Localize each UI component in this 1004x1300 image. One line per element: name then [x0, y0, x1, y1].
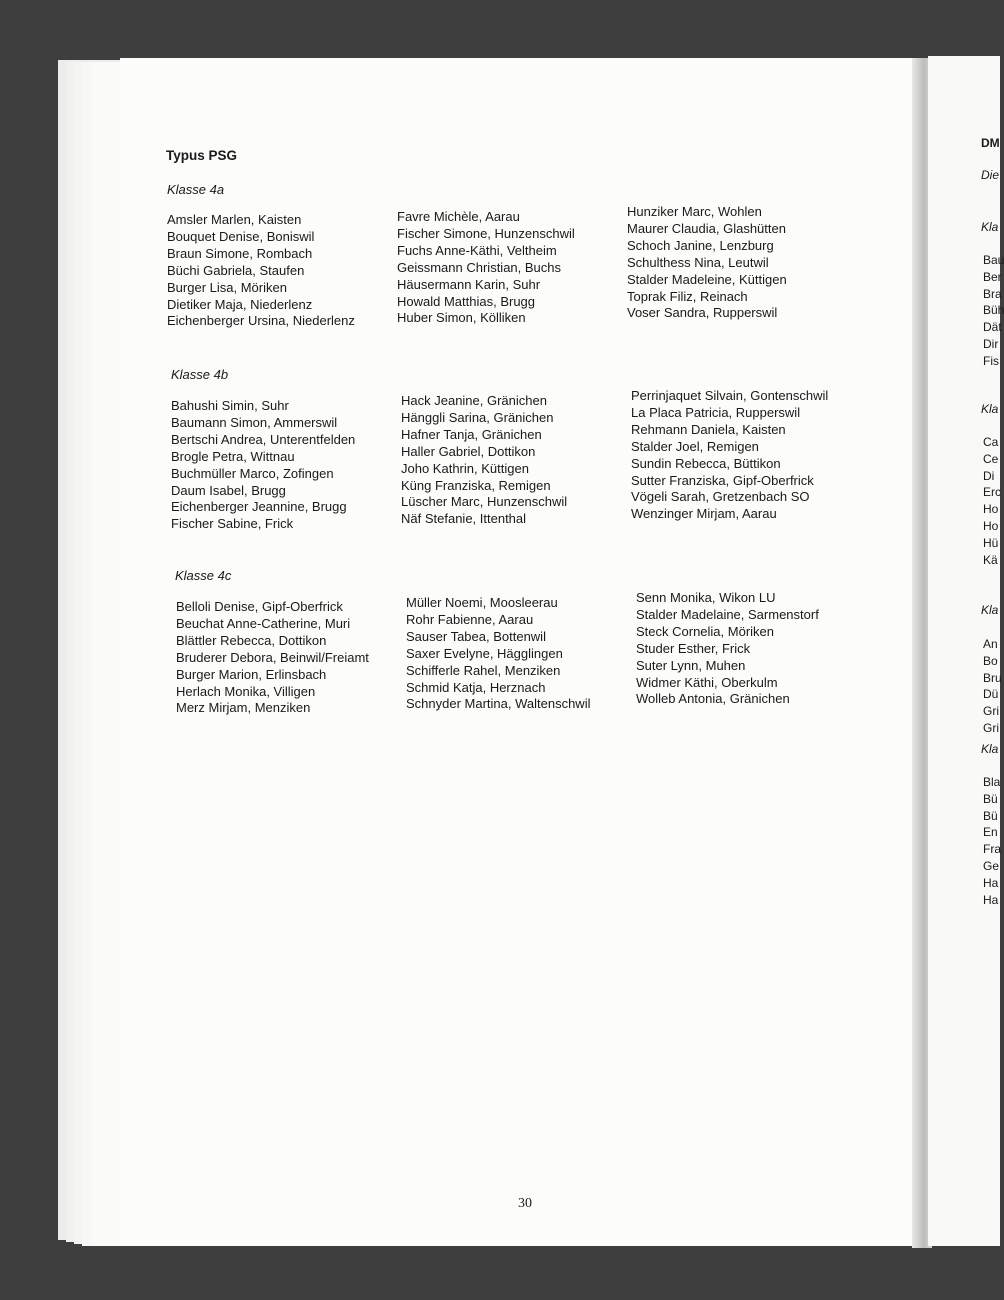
list-item: Schulthess Nina, Leutwil: [627, 254, 769, 270]
list-item: Erc: [983, 485, 1001, 500]
list-item: Daum Isabel, Brugg: [171, 482, 286, 498]
list-item: Maurer Claudia, Glashütten: [627, 220, 786, 236]
right-page-group-label: Kla: [981, 402, 999, 416]
page-number: 30: [518, 1196, 532, 1211]
list-item: Häusermann Karin, Suhr: [397, 276, 541, 292]
list-item: Wolleb Antonia, Gränichen: [636, 691, 790, 707]
list-item: Stalder Joel, Remigen: [631, 438, 759, 454]
list-item: Huber Simon, Kölliken: [397, 310, 526, 326]
list-item: Burger Marion, Erlinsbach: [176, 666, 327, 682]
list-item: Hafner Tanja, Gränichen: [401, 426, 542, 442]
list-item: Brogle Petra, Wittnau: [171, 448, 295, 464]
list-item: Vögeli Sarah, Gretzenbach SO: [631, 489, 810, 505]
list-item: Ge: [983, 858, 1000, 873]
list-item: Baumann Simon, Ammerswil: [171, 414, 338, 430]
list-item: Dir: [983, 336, 999, 351]
list-item: Ha: [983, 875, 999, 890]
list-item: Dät: [983, 320, 1002, 335]
right-page-lines: [983, 434, 1001, 568]
name-column: [636, 590, 819, 708]
list-item: Buchmüller Marco, Zofingen: [171, 465, 334, 481]
list-item: Bü: [983, 791, 998, 806]
list-item: Hack Jeanine, Gränichen: [401, 393, 547, 408]
list-item: Hänggli Sarina, Gränichen: [401, 409, 554, 425]
list-item: Voser Sandra, Rupperswil: [627, 305, 778, 321]
list-item: Howald Matthias, Brugg: [397, 293, 536, 309]
right-page-group-label: Kla: [981, 603, 999, 617]
list-item: Rohr Fabienne, Aarau: [406, 611, 534, 627]
list-item: Perrinjaquet Silvain, Gontenschwil: [631, 388, 829, 403]
list-item: Sauser Tabea, Bottenwil: [406, 628, 546, 644]
name-column: [176, 599, 369, 717]
class-label-4c: Klasse 4c: [175, 568, 232, 583]
list-item: Fischer Simone, Hunzenschwil: [397, 225, 575, 241]
class-label-4a: Klasse 4a: [167, 182, 225, 197]
right-page-lines: [983, 636, 1002, 737]
name-column: [167, 212, 355, 330]
list-item: Dü: [983, 687, 999, 702]
list-item: Eichenberger Jeannine, Brugg: [171, 499, 347, 515]
list-item: Belloli Denise, Gipf-Oberfrick: [176, 599, 343, 614]
list-item: Fischer Sabine, Frick: [171, 516, 294, 532]
list-item: Senn Monika, Wikon LU: [636, 590, 776, 605]
list-item: Bruderer Debora, Beinwil/Freiamt: [176, 649, 369, 665]
list-item: Eichenberger Ursina, Niederlenz: [167, 313, 355, 329]
list-item: Bertschi Andrea, Unterentfelden: [171, 431, 356, 447]
list-item: Schifferle Rahel, Menziken: [406, 662, 561, 678]
list-item: Favre Michèle, Aarau: [397, 209, 520, 224]
list-item: Bla: [983, 775, 1001, 789]
list-item: Näf Stefanie, Ittenthal: [401, 511, 527, 527]
list-item: An: [983, 637, 998, 651]
list-item: Stalder Madeleine, Küttigen: [627, 271, 787, 287]
list-item: Toprak Filiz, Reinach: [627, 288, 748, 304]
list-item: Hü: [983, 535, 999, 550]
list-item: Beuchat Anne-Catherine, Muri: [176, 615, 351, 631]
list-item: Hunziker Marc, Wohlen: [627, 204, 762, 219]
list-item: Suter Lynn, Muhen: [636, 657, 746, 673]
list-item: Ce: [983, 451, 999, 466]
list-item: Ho: [983, 502, 999, 517]
list-item: Fra: [983, 842, 1001, 857]
name-column: [397, 209, 575, 327]
list-item: Dietiker Maja, Niederlenz: [167, 296, 313, 312]
list-item: Gri: [983, 720, 999, 735]
list-item: Saxer Evelyne, Hägglingen: [406, 645, 563, 661]
list-item: Bru: [983, 670, 1002, 685]
list-item: Geissmann Christian, Buchs: [397, 259, 562, 275]
list-item: Schoch Janine, Lenzburg: [627, 237, 774, 253]
list-item: Ca: [983, 435, 999, 449]
list-item: Stalder Madelaine, Sarmenstorf: [636, 606, 819, 622]
name-column: [627, 204, 787, 322]
class-label-4b: Klasse 4b: [171, 367, 229, 382]
list-item: Küng Franziska, Remigen: [401, 477, 551, 493]
list-item: Ho: [983, 518, 999, 533]
list-item: Lüscher Marc, Hunzenschwil: [401, 494, 568, 510]
list-item: Di: [983, 468, 995, 483]
list-item: Büh: [983, 303, 1004, 318]
name-column: [631, 388, 828, 523]
list-item: Ber: [983, 269, 1002, 284]
list-item: Fuchs Anne-Käthi, Veltheim: [397, 242, 557, 258]
right-page-group-label: Kla: [981, 220, 999, 234]
list-item: Schnyder Martina, Waltenschwil: [406, 696, 591, 712]
right-page-lines: [983, 774, 1001, 908]
list-item: Joho Kathrin, Küttigen: [401, 460, 529, 476]
list-item: Widmer Käthi, Oberkulm: [636, 674, 778, 690]
list-item: Ha: [983, 892, 999, 907]
right-page-subtitle: Die: [981, 168, 1000, 182]
list-item: Burger Lisa, Möriken: [167, 279, 287, 295]
left-page: [120, 58, 912, 1246]
list-item: La Placa Patricia, Rupperswil: [631, 404, 801, 420]
list-item: Bo: [983, 653, 998, 668]
list-item: Bra: [983, 286, 1002, 301]
list-item: Haller Gabriel, Dottikon: [401, 443, 536, 459]
list-item: Studer Esther, Frick: [636, 640, 751, 656]
list-item: Wenzinger Mirjam, Aarau: [631, 506, 777, 522]
right-page: [928, 56, 1004, 1246]
list-item: Sundin Rebecca, Büttikon: [631, 455, 781, 471]
name-column: [171, 398, 355, 533]
right-page-heading: DM: [981, 136, 1000, 150]
right-page-lines: [983, 252, 1004, 370]
list-item: Bau: [983, 253, 1004, 267]
list-item: Sutter Franziska, Gipf-Oberfrick: [631, 472, 814, 488]
list-item: Bü: [983, 808, 998, 823]
list-item: Braun Simone, Rombach: [167, 245, 313, 261]
list-item: Gri: [983, 704, 999, 719]
name-column: [401, 393, 567, 528]
name-column: [406, 595, 590, 713]
list-item: Amsler Marlen, Kaisten: [167, 212, 302, 227]
list-item: Herlach Monika, Villigen: [176, 683, 316, 699]
list-item: Bouquet Denise, Boniswil: [167, 228, 315, 244]
list-item: Blättler Rebecca, Dottikon: [176, 632, 327, 648]
list-item: Müller Noemi, Moosleerau: [406, 595, 558, 610]
list-item: En: [983, 825, 998, 840]
list-item: Schmid Katja, Herznach: [406, 679, 546, 695]
list-item: Fis: [983, 353, 999, 368]
list-item: Büchi Gabriela, Staufen: [167, 262, 305, 278]
list-item: Bahushi Simin, Suhr: [171, 398, 289, 413]
list-item: Kä: [983, 552, 998, 567]
list-item: Steck Cornelia, Möriken: [636, 623, 774, 639]
list-item: Merz Mirjam, Menziken: [176, 700, 311, 716]
right-page-group-label: Kla: [981, 742, 999, 756]
page-heading: Typus PSG: [166, 148, 238, 163]
list-item: Rehmann Daniela, Kaisten: [631, 421, 786, 437]
